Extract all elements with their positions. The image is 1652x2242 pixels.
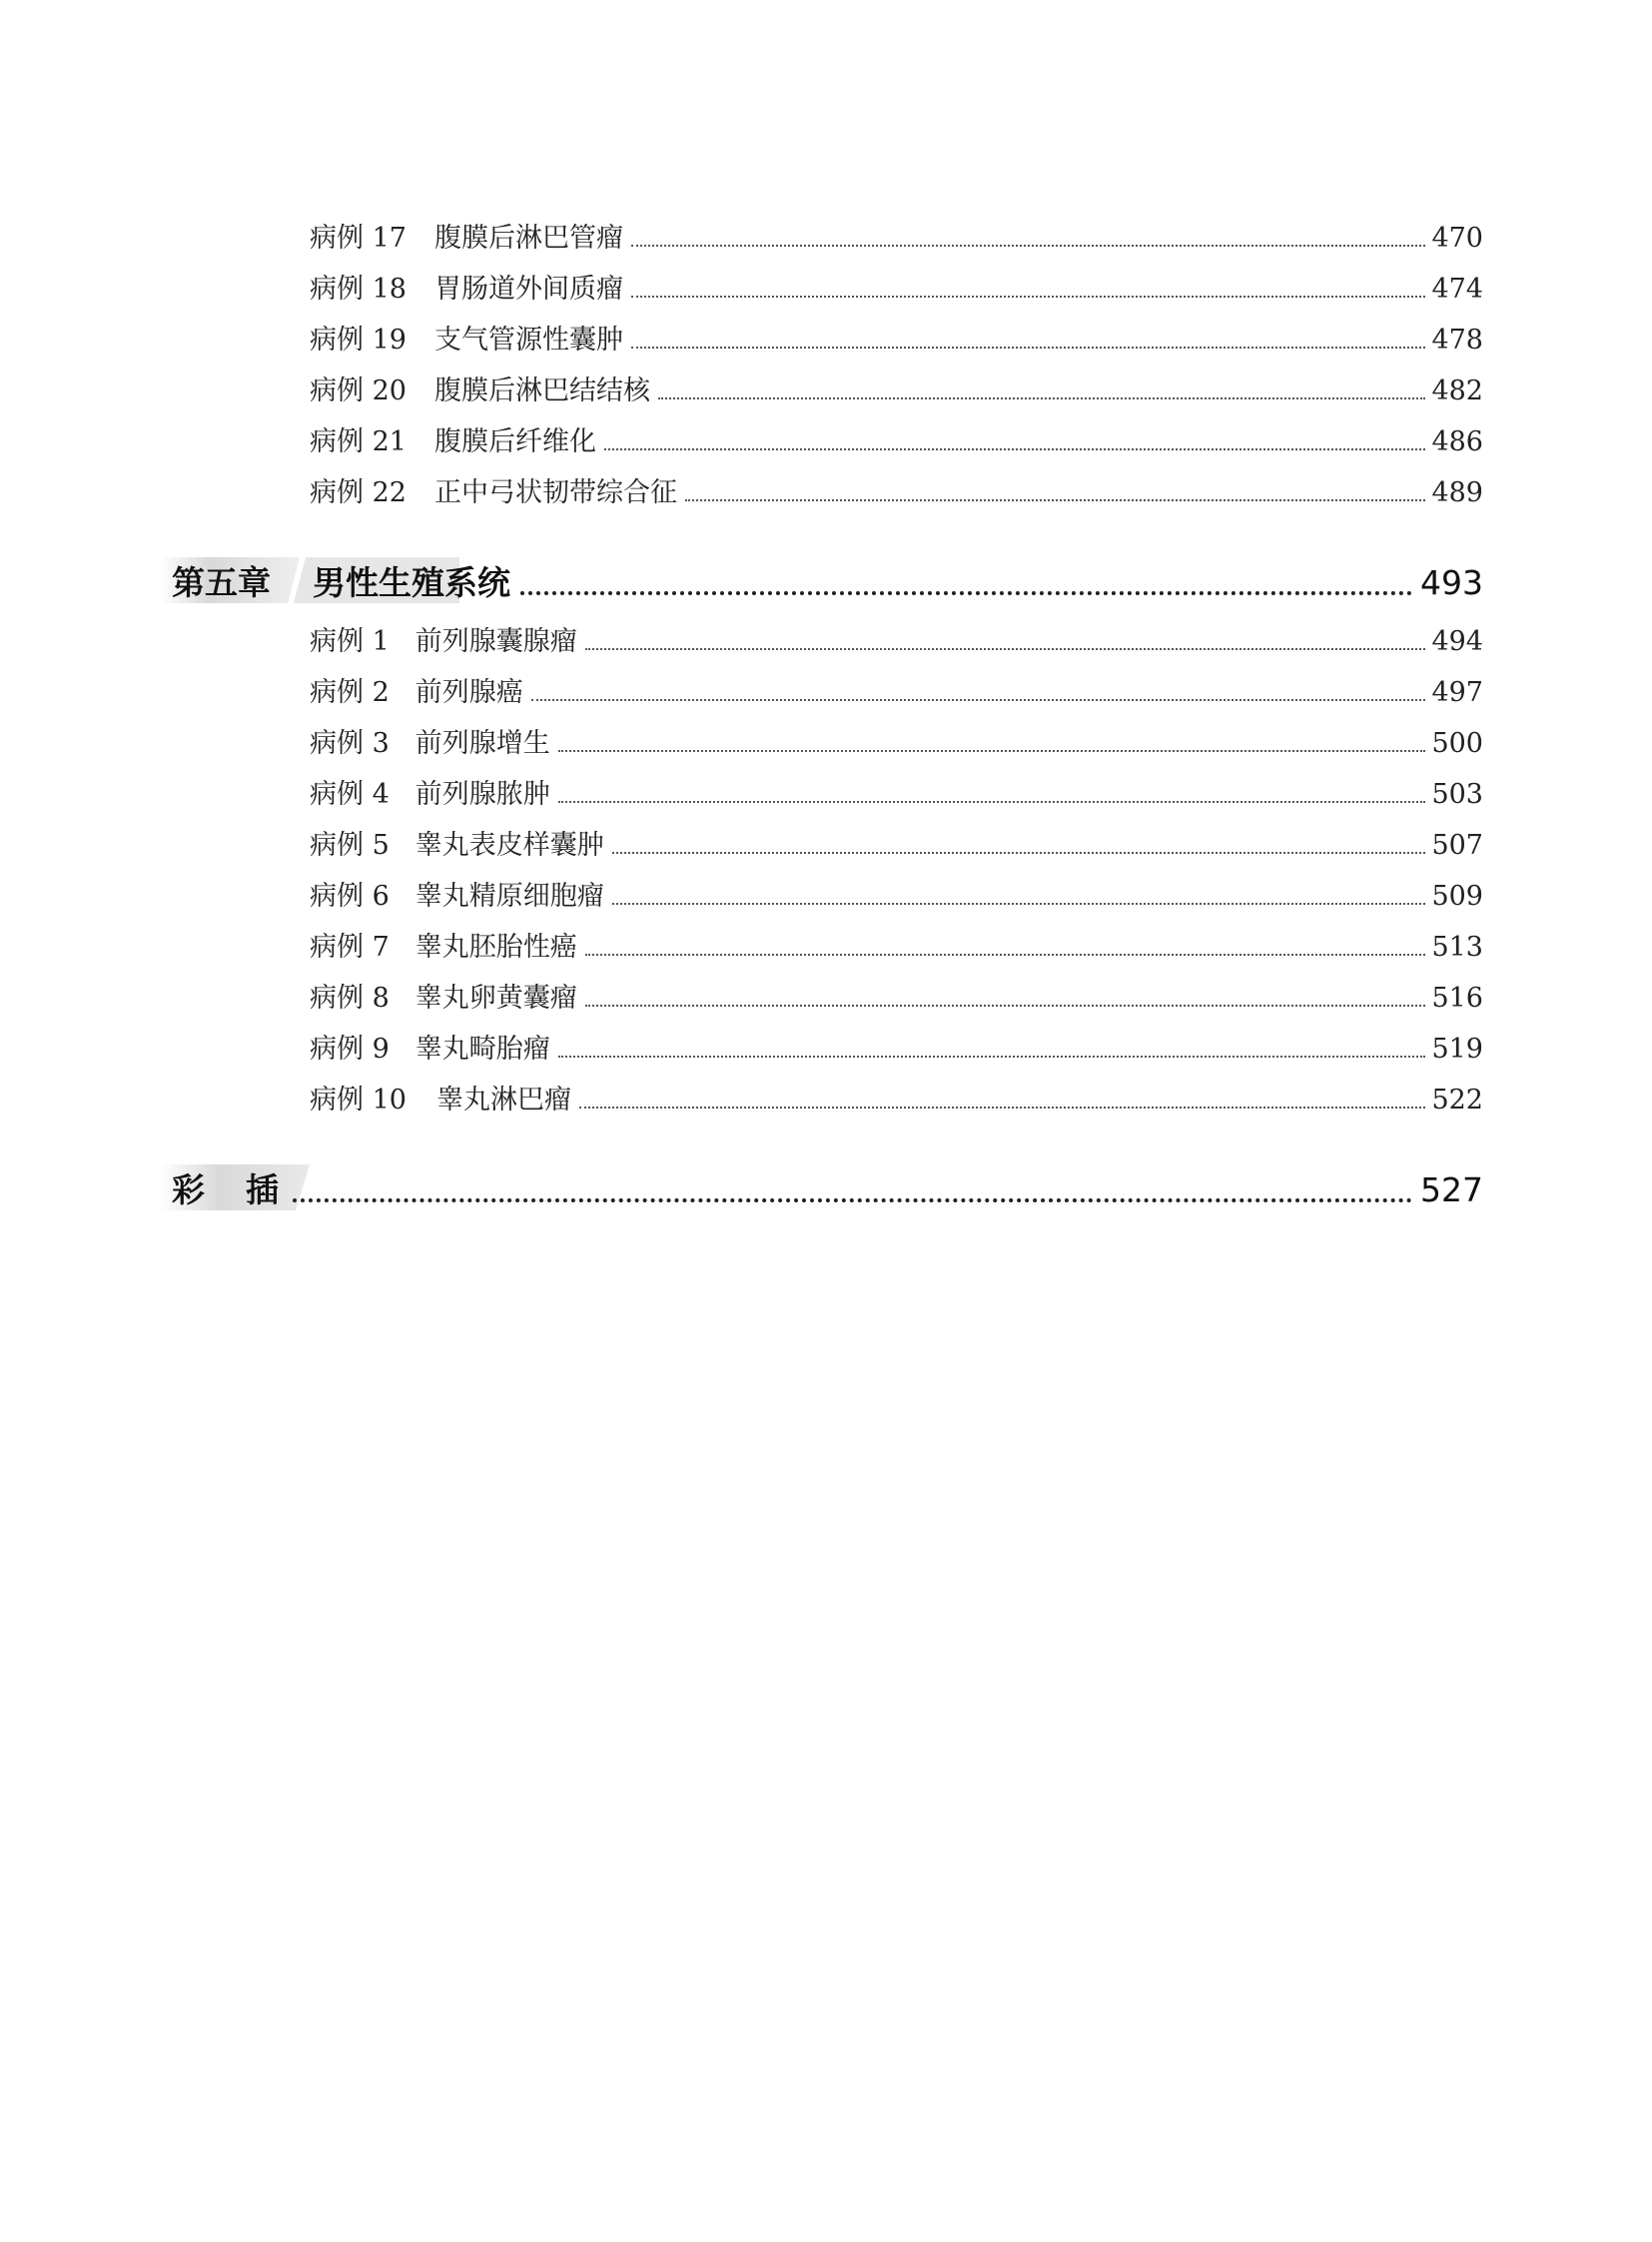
dot-leader — [604, 448, 1426, 450]
case-title: 睾丸精原细胞瘤 — [414, 881, 604, 912]
case-title: 腹膜后淋巴结结核 — [433, 375, 650, 406]
dot-leader — [658, 397, 1426, 399]
toc-entry[interactable] — [310, 1027, 1483, 1067]
chapter-title: 彩 插 — [172, 1170, 283, 1209]
chapter-title: 男性生殖系统 — [313, 563, 510, 602]
page-number: 509 — [1431, 881, 1483, 912]
dot-leader — [612, 852, 1426, 854]
toc-entry[interactable] — [310, 419, 1483, 459]
case-number: 病例 22 — [310, 477, 407, 508]
page-number: 493 — [1420, 563, 1483, 602]
toc-entry[interactable] — [310, 267, 1483, 307]
toc-entry[interactable] — [310, 619, 1483, 659]
case-number: 病例 20 — [310, 375, 407, 406]
case-number: 病例 10 — [310, 1085, 407, 1116]
case-title: 睾丸胚胎性癌 — [414, 932, 577, 963]
dot-leader — [631, 245, 1426, 247]
toc-entry[interactable] — [310, 318, 1483, 358]
case-title: 胃肠道外间质瘤 — [433, 274, 623, 305]
case-number: 病例 6 — [310, 881, 390, 912]
dot-leader — [579, 1107, 1426, 1109]
page-number: 519 — [1431, 1034, 1483, 1065]
case-number: 病例 5 — [310, 830, 390, 861]
case-number: 病例 19 — [310, 325, 407, 356]
page-number: 522 — [1431, 1085, 1483, 1116]
toc-entry[interactable] — [310, 772, 1483, 812]
case-number: 病例 21 — [310, 426, 407, 457]
dot-leader — [558, 801, 1426, 803]
case-number: 病例 17 — [310, 223, 407, 254]
toc-entry[interactable] — [310, 670, 1483, 710]
dot-leader — [531, 699, 1426, 701]
case-title: 腹膜后纤维化 — [433, 426, 596, 457]
dot-leader — [558, 1056, 1426, 1058]
page-number: 503 — [1431, 779, 1483, 810]
dot-leader — [558, 750, 1426, 752]
dot-leader — [585, 648, 1426, 650]
toc-entry[interactable] — [310, 470, 1483, 510]
page-number: 513 — [1431, 932, 1483, 963]
toc-entry[interactable] — [310, 976, 1483, 1016]
page-number: 474 — [1431, 274, 1483, 305]
dot-leader — [585, 1005, 1426, 1007]
page-number: 478 — [1431, 325, 1483, 356]
toc-entry[interactable] — [310, 874, 1483, 914]
case-number: 病例 2 — [310, 677, 390, 708]
case-number: 病例 7 — [310, 932, 390, 963]
color-plates-heading[interactable] — [160, 1160, 1483, 1212]
toc-entry[interactable] — [310, 369, 1483, 408]
case-number: 病例 18 — [310, 274, 407, 305]
case-title: 腹膜后淋巴管瘤 — [433, 223, 623, 254]
toc-entry[interactable] — [310, 823, 1483, 863]
page-number: 497 — [1431, 677, 1483, 708]
dot-leader — [631, 296, 1426, 298]
toc-entry[interactable] — [310, 721, 1483, 761]
case-number: 病例 1 — [310, 626, 390, 657]
dot-leader — [612, 903, 1426, 905]
page-number: 489 — [1431, 477, 1483, 508]
dot-leader — [293, 1198, 1412, 1202]
page-number: 470 — [1431, 223, 1483, 254]
page-number: 500 — [1431, 728, 1483, 759]
chapter-number: 第五章 — [172, 563, 271, 602]
case-title: 支气管源性囊肿 — [433, 325, 623, 356]
case-title: 睾丸表皮样囊肿 — [414, 830, 604, 861]
page-number: 486 — [1431, 426, 1483, 457]
dot-leader — [520, 591, 1412, 595]
case-number: 病例 8 — [310, 983, 390, 1014]
page-number: 507 — [1431, 830, 1483, 861]
case-title: 正中弓状韧带综合征 — [433, 477, 677, 508]
case-title: 睾丸淋巴瘤 — [435, 1085, 571, 1116]
dot-leader — [631, 347, 1426, 349]
case-number: 病例 3 — [310, 728, 390, 759]
page-number: 482 — [1431, 375, 1483, 406]
chapter-heading[interactable] — [160, 553, 1483, 605]
case-title: 睾丸畸胎瘤 — [414, 1034, 550, 1065]
dot-leader — [585, 954, 1426, 956]
case-title: 前列腺脓肿 — [414, 779, 550, 810]
toc-entry[interactable] — [310, 216, 1483, 256]
case-number: 病例 4 — [310, 779, 390, 810]
case-title: 前列腺癌 — [414, 677, 523, 708]
page-number: 494 — [1431, 626, 1483, 657]
dot-leader — [685, 499, 1426, 501]
case-title: 前列腺囊腺瘤 — [414, 626, 577, 657]
case-title: 睾丸卵黄囊瘤 — [414, 983, 577, 1014]
toc-entry[interactable] — [310, 925, 1483, 965]
case-number: 病例 9 — [310, 1034, 390, 1065]
page-number: 516 — [1431, 983, 1483, 1014]
page-number: 527 — [1420, 1170, 1483, 1209]
toc-entry[interactable] — [310, 1078, 1483, 1118]
case-title: 前列腺增生 — [414, 728, 550, 759]
